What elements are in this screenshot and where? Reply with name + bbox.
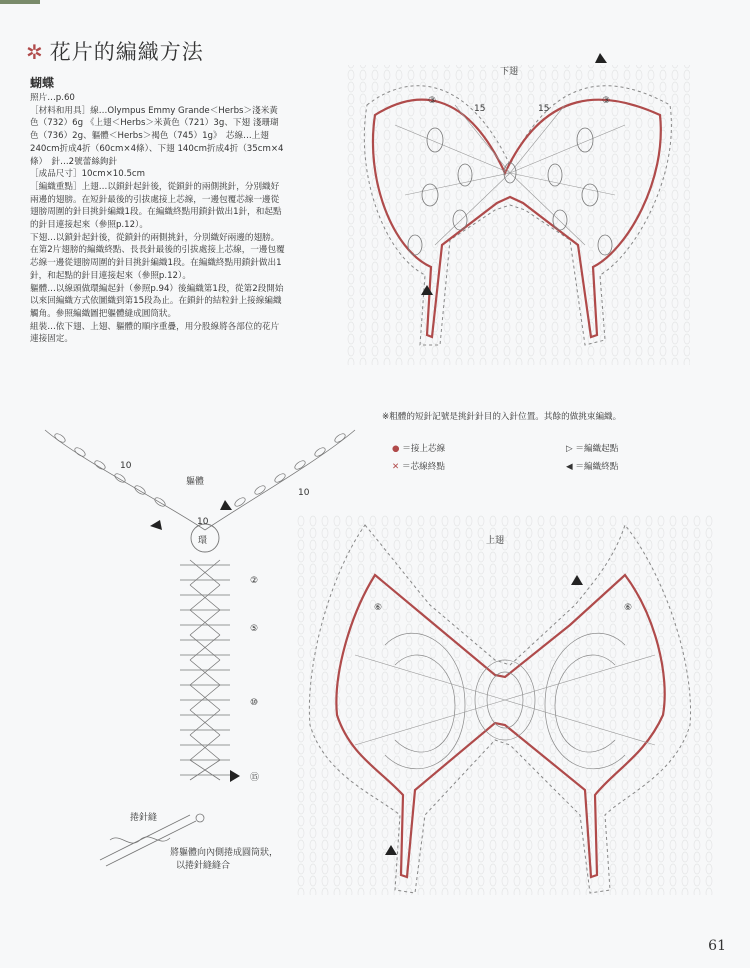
text-line: 組裝…依下翅、上翅、軀體的順序重疊，用分股線將各部位的花片 xyxy=(30,321,280,332)
text-line: 針，和起點的針目連接起來（參照p.12）。 xyxy=(30,270,191,281)
legend-start xyxy=(566,442,618,454)
stitch-count-label: 15 xyxy=(538,104,550,114)
upper-wing-label: 上翅 xyxy=(486,536,505,546)
lower-wing-label: 下翅 xyxy=(500,67,519,77)
row-number-label: ⑮ xyxy=(250,773,260,783)
row-number-label: ③ xyxy=(428,96,437,106)
whip-stitch-label: 捲針縫 xyxy=(130,813,158,823)
row-number-label: ⑤ xyxy=(250,624,259,634)
text-line: 軀體…以線頭做環編起針（參照p.94）後編織第1段，從第2段開始 xyxy=(30,283,284,294)
legend-join-core xyxy=(392,442,445,454)
stitch-count-label: 15 xyxy=(474,104,486,114)
stitch-count-label: 10 xyxy=(197,517,209,527)
text-line: ［材料和用具］線…Olympus Emmy Grande＜Herbs＞淺米黃 xyxy=(30,105,278,116)
page-number: 61 xyxy=(708,938,726,954)
row-number-label: ⑥ xyxy=(374,603,383,613)
text-line: 色（736）2g、軀體＜Herbs＞褐色（745）1g》 芯線…上翅 xyxy=(30,131,269,142)
legend-text: ＝接上芯線 xyxy=(402,444,446,454)
page-title-text: 花片的編織方法 xyxy=(49,40,204,64)
text-line: 的針目連接起來（參照p.12）。 xyxy=(30,220,148,231)
text-line: 翅膀周圍的針目挑針編織1段。在編織終點用鎖針做出1針，和起點 xyxy=(30,207,282,218)
legend-end xyxy=(566,460,618,472)
instruction-text xyxy=(30,92,348,346)
legend-text: ＝芯線終點 xyxy=(401,462,445,472)
text-line: 兩邊的翅膀。在短針最後的引拔處接上芯線，一邊包覆芯線一邊從 xyxy=(30,194,280,205)
stitch-count-label: 10 xyxy=(120,461,132,471)
upper-wing-diagram xyxy=(295,515,715,900)
asterisk-ornament-icon: ✲ xyxy=(26,40,44,64)
legend-note: ※粗體的短針記號是挑針針目的入針位置。其餘的做挑束編織。 xyxy=(382,412,622,422)
top-accent-bar xyxy=(0,0,40,4)
legend-text: ＝編織起點 xyxy=(575,444,619,454)
legend-text: ＝編織終點 xyxy=(575,462,619,472)
text-line: 觸角。參照編織圖把軀體縫成圓筒狀。 xyxy=(30,308,177,319)
text-line: ［編織重點］上翅…以鎖針起針後，從鎖針的兩側挑針，分別織好 xyxy=(30,181,280,192)
section-subtitle: 蝴蝶 xyxy=(30,76,55,90)
text-line: 照片…p.60 xyxy=(30,93,75,103)
text-line: 芯線一邊從翅膀周圍的針目挑針編織1段。在編織終點用鎖針做出1 xyxy=(30,258,282,269)
lower-wing-diagram xyxy=(345,45,690,370)
solid-triangle-icon: ◀ xyxy=(566,462,573,472)
text-line: 條） 針…2號蕾絲鉤針 xyxy=(30,156,118,167)
row-number-label: ② xyxy=(250,576,259,586)
row-number-label: ③ xyxy=(602,96,611,106)
ring-label: 環 xyxy=(198,536,208,546)
cross-mark-icon: ✕ xyxy=(392,462,400,472)
hollow-triangle-icon: ▷ xyxy=(566,444,573,454)
text-line: 色（732）6g 《上翅＜Herbs＞米黃色（721）3g、下翅 淺珊瑚 xyxy=(30,118,279,129)
red-dot-icon: ● xyxy=(392,444,400,454)
text-line: 下翅…以鎖針起針後，從鎖針的兩側挑針，分別織好兩邊的翅膀。 xyxy=(30,232,280,243)
text-line: 240cm折成4折（60cm×4條）、下翅 140cm折成4折（35cm×4 xyxy=(30,143,284,154)
body-note-line: 以捲針縫縫合 xyxy=(176,861,231,871)
legend-core-end xyxy=(392,460,445,472)
row-number-label: ⑩ xyxy=(250,698,259,708)
text-line: ［成品尺寸］10cm×10.5cm xyxy=(30,169,146,180)
text-line: 在第2片翅膀的編織終點、長長針最後的引拔處接上芯線，一邊包覆 xyxy=(30,245,285,256)
text-line: 連接固定。 xyxy=(30,334,73,345)
text-line: 以來回編織方式依圖織到第15段為止。在鎖針的結粒針上接線編織 xyxy=(30,296,282,307)
body-label: 軀體 xyxy=(186,477,205,487)
page-title xyxy=(26,36,204,66)
row-number-label: ⑥ xyxy=(624,603,633,613)
body-note-line: 將軀體向內側捲成圓筒狀， xyxy=(170,848,279,858)
stitch-count-label: 10 xyxy=(298,488,310,498)
